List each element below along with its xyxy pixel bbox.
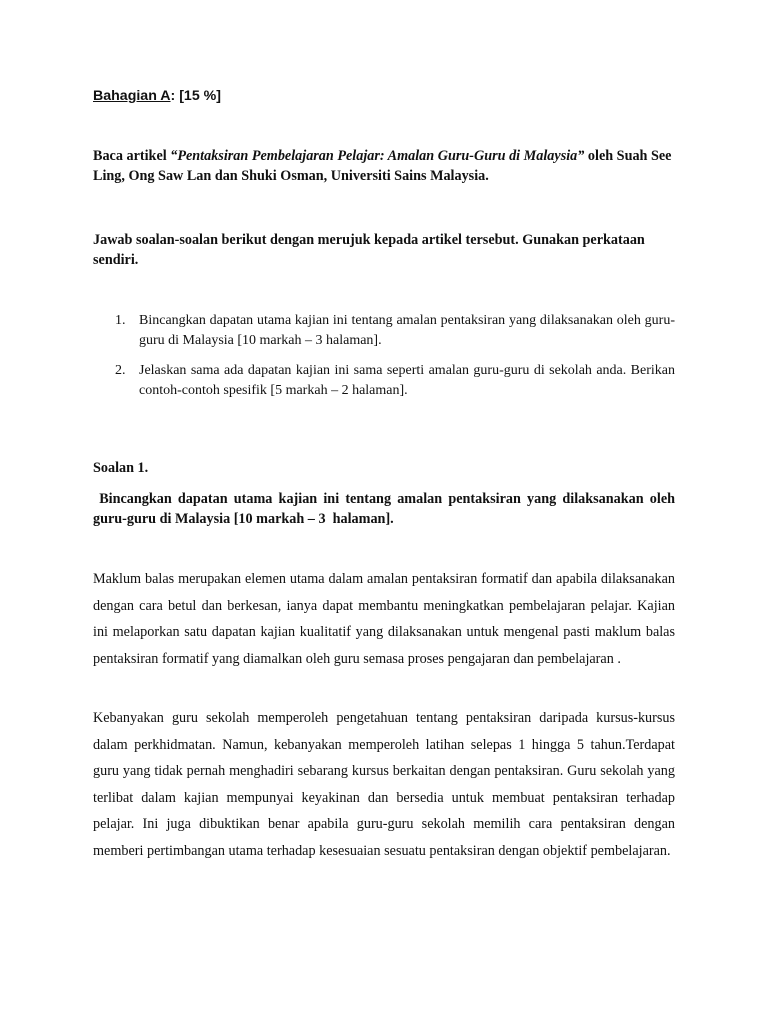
question-number: 1. — [115, 313, 126, 328]
restated-question: Bincangkan dapatan utama kajian ini tentang amalan pentaksiran yang dilaksanakan oleh guru-guru di Malaysia [10 markah – 3 halaman]. — [93, 491, 679, 527]
body-paragraph-2: Kebanyakan guru sekolah memperoleh pengetahuan tentang pentaksiran daripada kursus-kursus dalam perkhidmatan. Namun, kebanyakan memperoleh latihan selepas 1 hingga 5 tahun.Terdapat guru yang tidak pernah menghadiri sebarang kursus berkaitan dengan pentaksiran. Guru sekolah yang terlibat dalam kajian mempunyai keyakinan dan bersedia untuk membuat pentaksiran terhadap pelajar. Ini juga dibuktikan benar apabila guru-guru sekolah memilih cara pentaksiran dengan memberi pertimbangan utama terhadap kesesuaian sesuatu pentaksiran dengan objektif pembelajaran. — [93, 710, 675, 859]
answer-instruction: Jawab soalan-soalan berikut dengan merujuk kepada artikel tersebut. Gunakan perkataan sendiri. — [93, 232, 645, 268]
section-title-weight: : [15 %] — [170, 88, 221, 104]
question-number: 2. — [115, 363, 126, 378]
section-title-label: Bahagian A — [93, 88, 171, 104]
answer-heading: Soalan 1. — [93, 460, 149, 476]
question-text: Bincangkan dapatan utama kajian ini tentang amalan pentaksiran yang dilaksanakan oleh guru-guru di Malaysia [10 markah – 3 halaman]. — [139, 313, 675, 348]
question-text: Jelaskan sama ada dapatan kajian ini sama seperti amalan guru-guru di sekolah anda. Berikan contoh-contoh spesifik [5 markah – 2 halaman]. — [139, 363, 675, 398]
reading-instruction — [93, 146, 675, 186]
section-title — [93, 86, 675, 106]
reading-instruction-authors: oleh Suah See Ling, Ong Saw Lan dan Shuki Osman, Universiti Sains Malaysia. — [93, 148, 672, 184]
article-title: “Pentaksiran Pembelajaran Pelajar: Amalan Guru-Guru di Malaysia” — [170, 148, 585, 164]
body-paragraph-1: Maklum balas merupakan elemen utama dalam amalan pentaksiran formatif dan apabila dilaksanakan dengan cara betul dan berkesan, ianya dapat membantu meningkatkan pembelajaran pelajar. Kajian ini melaporkan satu dapatan kajian kualitatif yang dilaksanakan untuk mengenal pasti maklum balas pentaksiran formatif yang diamalkan oleh guru semasa proses pengajaran dan pembelajaran . — [93, 571, 675, 667]
reading-instruction-lead: Baca artikel — [93, 148, 171, 164]
